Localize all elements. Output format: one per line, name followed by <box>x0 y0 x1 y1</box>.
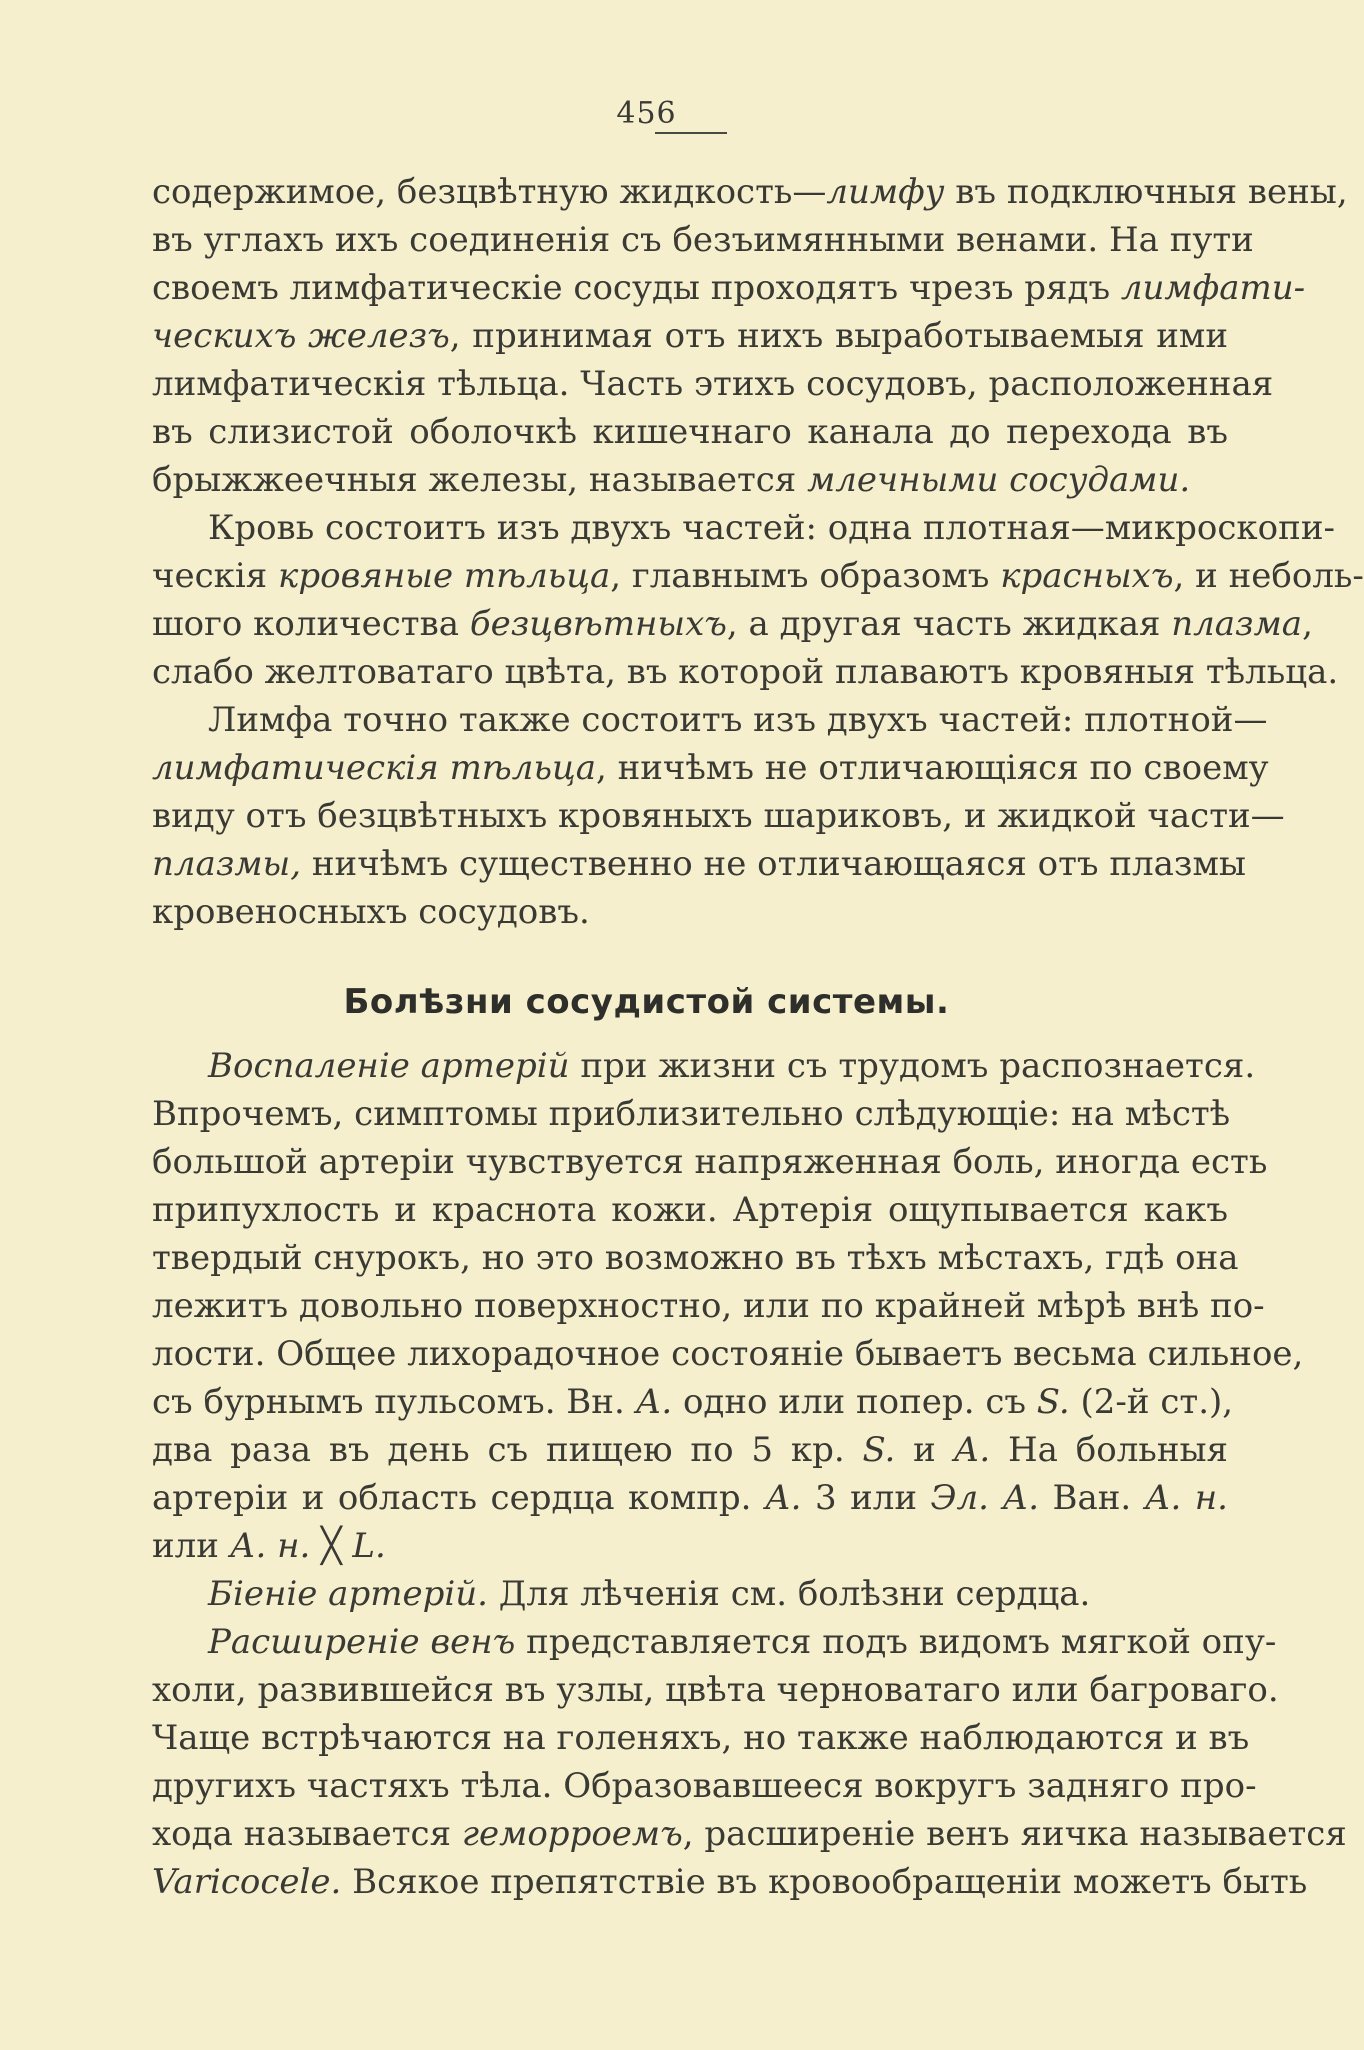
text-run: Ван. <box>1039 1478 1145 1518</box>
text-run: своемъ лимфатическіе сосуды проходятъ чрезъ рядъ <box>152 268 1121 308</box>
text-line <box>152 696 1268 744</box>
text-run: большой артеріи чувствуется напряженная боль, иногда есть <box>152 1142 1268 1182</box>
italic-term: Эл. А. <box>930 1478 1040 1518</box>
text-line <box>152 1810 1347 1858</box>
italic-term: ческихъ железъ <box>152 316 450 356</box>
text-run: Кровь состоитъ изъ двухъ частей: одна плотная—микроскопи- <box>208 508 1335 548</box>
text-line <box>152 552 1364 600</box>
text-run: артеріи и область сердца компр. <box>152 1478 765 1518</box>
text-run: при жизни съ трудомъ распознается. <box>569 1046 1256 1086</box>
page-number: 456 <box>616 96 677 131</box>
text-run: хода называется <box>152 1814 462 1854</box>
italic-term: S. <box>1036 1382 1070 1422</box>
text-line <box>152 1522 1228 1570</box>
text-line <box>152 456 1228 504</box>
text-run: На больныя <box>990 1430 1228 1470</box>
text-line <box>152 408 1228 456</box>
text-run: виду отъ безцвѣтныхъ кровяныхъ шариковъ, и жидкой части— <box>152 796 1285 836</box>
italic-term: лимфати- <box>1120 268 1306 308</box>
text-line <box>152 840 1246 888</box>
text-run: въ углахъ ихъ соединенія съ безъимянными венами. На пути <box>152 220 1254 260</box>
text-line <box>152 792 1285 840</box>
text-line <box>152 1570 1228 1618</box>
italic-term: безцвѣтныхъ <box>469 604 727 644</box>
italic-term: лимфатическія тѣльца <box>152 748 596 788</box>
text-run: содержимое, безцвѣтную жидкость— <box>152 172 827 212</box>
text-line <box>152 1138 1268 1186</box>
text-line <box>152 600 1313 648</box>
text-line <box>152 1762 1257 1810</box>
text-run: и <box>895 1430 954 1470</box>
text-line <box>152 1282 1265 1330</box>
paragraph-block-lymph <box>152 168 1364 936</box>
italic-term: плазма <box>1171 604 1303 644</box>
text-run: холи, развившейся въ узлы, цвѣта черноватаго или багроваго. <box>152 1670 1279 1710</box>
italic-term: геморроемъ <box>461 1814 683 1854</box>
italic-term: красныхъ <box>1000 556 1174 596</box>
text-run: лости. Общее лихорадочное состояніе бываетъ весьма сильное, <box>152 1334 1304 1374</box>
text-line <box>152 264 1306 312</box>
text-line <box>152 1858 1308 1906</box>
paragraph-block-diseases <box>152 1042 1347 1906</box>
text-line <box>152 360 1274 408</box>
text-run: припухлость и краснота кожи. Артерія ощупывается какъ <box>152 1190 1228 1230</box>
text-run: или <box>152 1526 230 1566</box>
text-run: Лимфа точно также состоитъ изъ двухъ частей: плотной— <box>208 700 1268 740</box>
italic-term: А. н. <box>1144 1478 1228 1518</box>
text-line <box>152 216 1254 264</box>
text-run: брыжжеечныя железы, называется <box>152 460 808 500</box>
italic-term: Расширеніе венъ <box>208 1622 516 1662</box>
text-run: Всякое препятствіе въ кровообращеніи можетъ быть <box>341 1862 1308 1902</box>
italic-term: Біеніе артерій. <box>208 1574 488 1614</box>
text-run: одно или попер. съ <box>672 1382 1037 1422</box>
italic-term: Varicocele. <box>152 1862 342 1902</box>
italic-term: А. <box>635 1382 673 1422</box>
text-line <box>152 168 1348 216</box>
text-run: , а другая часть жидкая <box>726 604 1172 644</box>
text-line <box>152 312 1228 360</box>
text-line <box>152 504 1335 552</box>
text-line <box>152 744 1269 792</box>
text-run: Для лѣченія см. болѣзни сердца. <box>487 1574 1091 1614</box>
italic-term: А. н. ╳ L. <box>229 1526 386 1566</box>
italic-term: Воспаленіе артерій <box>208 1046 570 1086</box>
text-run: , ничѣмъ не отличающіяся по своему <box>595 748 1269 788</box>
text-run: , главнымъ образомъ <box>610 556 1001 596</box>
text-run: , расширеніе венъ яичка называется <box>682 1814 1347 1854</box>
text-line <box>152 1330 1304 1378</box>
text-run: съ бурнымъ пульсомъ. Вн. <box>152 1382 636 1422</box>
text-line <box>152 1234 1239 1282</box>
section-heading: Болѣзни сосудистой системы. <box>343 982 950 1022</box>
italic-term: S. <box>862 1430 896 1470</box>
text-run: 3 или <box>801 1478 931 1518</box>
text-run: лимфатическія тѣльца. Часть этихъ сосудовъ, расположенная <box>152 364 1274 404</box>
text-run: , <box>1302 604 1313 644</box>
italic-term: млечными сосудами. <box>807 460 1191 500</box>
italic-term: А. <box>764 1478 802 1518</box>
italic-term: А. <box>953 1430 991 1470</box>
italic-term: плазмы, <box>152 844 302 884</box>
text-line <box>152 1618 1277 1666</box>
text-run: , и неболь- <box>1173 556 1364 596</box>
text-line <box>152 1186 1228 1234</box>
text-run: другихъ частяхъ тѣла. Образовавшееся вокругъ задняго про- <box>152 1766 1257 1806</box>
text-run: кровеносныхъ сосудовъ. <box>152 892 590 932</box>
text-run: Впрочемъ, симптомы приблизительно слѣдующіе: на мѣстѣ <box>152 1094 1231 1134</box>
text-line <box>152 1042 1256 1090</box>
text-run: ничѣмъ существенно не отличающаяся отъ плазмы <box>301 844 1246 884</box>
text-run: въ слизистой оболочкѣ кишечнаго канала до перехода въ <box>152 412 1228 452</box>
italic-term: кровяные тѣльца <box>278 556 611 596</box>
text-run: два раза въ день съ пищею по 5 кр. <box>152 1430 863 1470</box>
text-line <box>152 888 1228 936</box>
text-line <box>152 1378 1234 1426</box>
text-run: твердый снурокъ, но это возможно въ тѣхъ мѣстахъ, гдѣ она <box>152 1238 1239 1278</box>
page-number-rule <box>655 132 727 134</box>
text-run: шого количества <box>152 604 470 644</box>
text-line <box>152 1090 1231 1138</box>
text-line <box>152 1426 1228 1474</box>
text-run: слабо желтоватаго цвѣта, въ которой плаваютъ кровяныя тѣльца. <box>152 652 1339 692</box>
text-line <box>152 1474 1228 1522</box>
text-run: лежитъ довольно поверхностно, или по крайней мѣрѣ внѣ по- <box>152 1286 1265 1326</box>
text-line <box>152 1666 1279 1714</box>
text-run: , принимая отъ нихъ выработываемыя ими <box>449 316 1229 356</box>
text-run: ческія <box>152 556 279 596</box>
text-run: въ подключныя вены, <box>944 172 1348 212</box>
text-run: представляется подъ видомъ мягкой опу- <box>515 1622 1277 1662</box>
text-line <box>152 648 1339 696</box>
text-run: Чаще встрѣчаются на голеняхъ, но также наблюдаются и въ <box>152 1718 1250 1758</box>
text-line <box>152 1714 1250 1762</box>
italic-term: лимфу <box>826 172 945 212</box>
text-run: (2-й ст.), <box>1069 1382 1234 1422</box>
